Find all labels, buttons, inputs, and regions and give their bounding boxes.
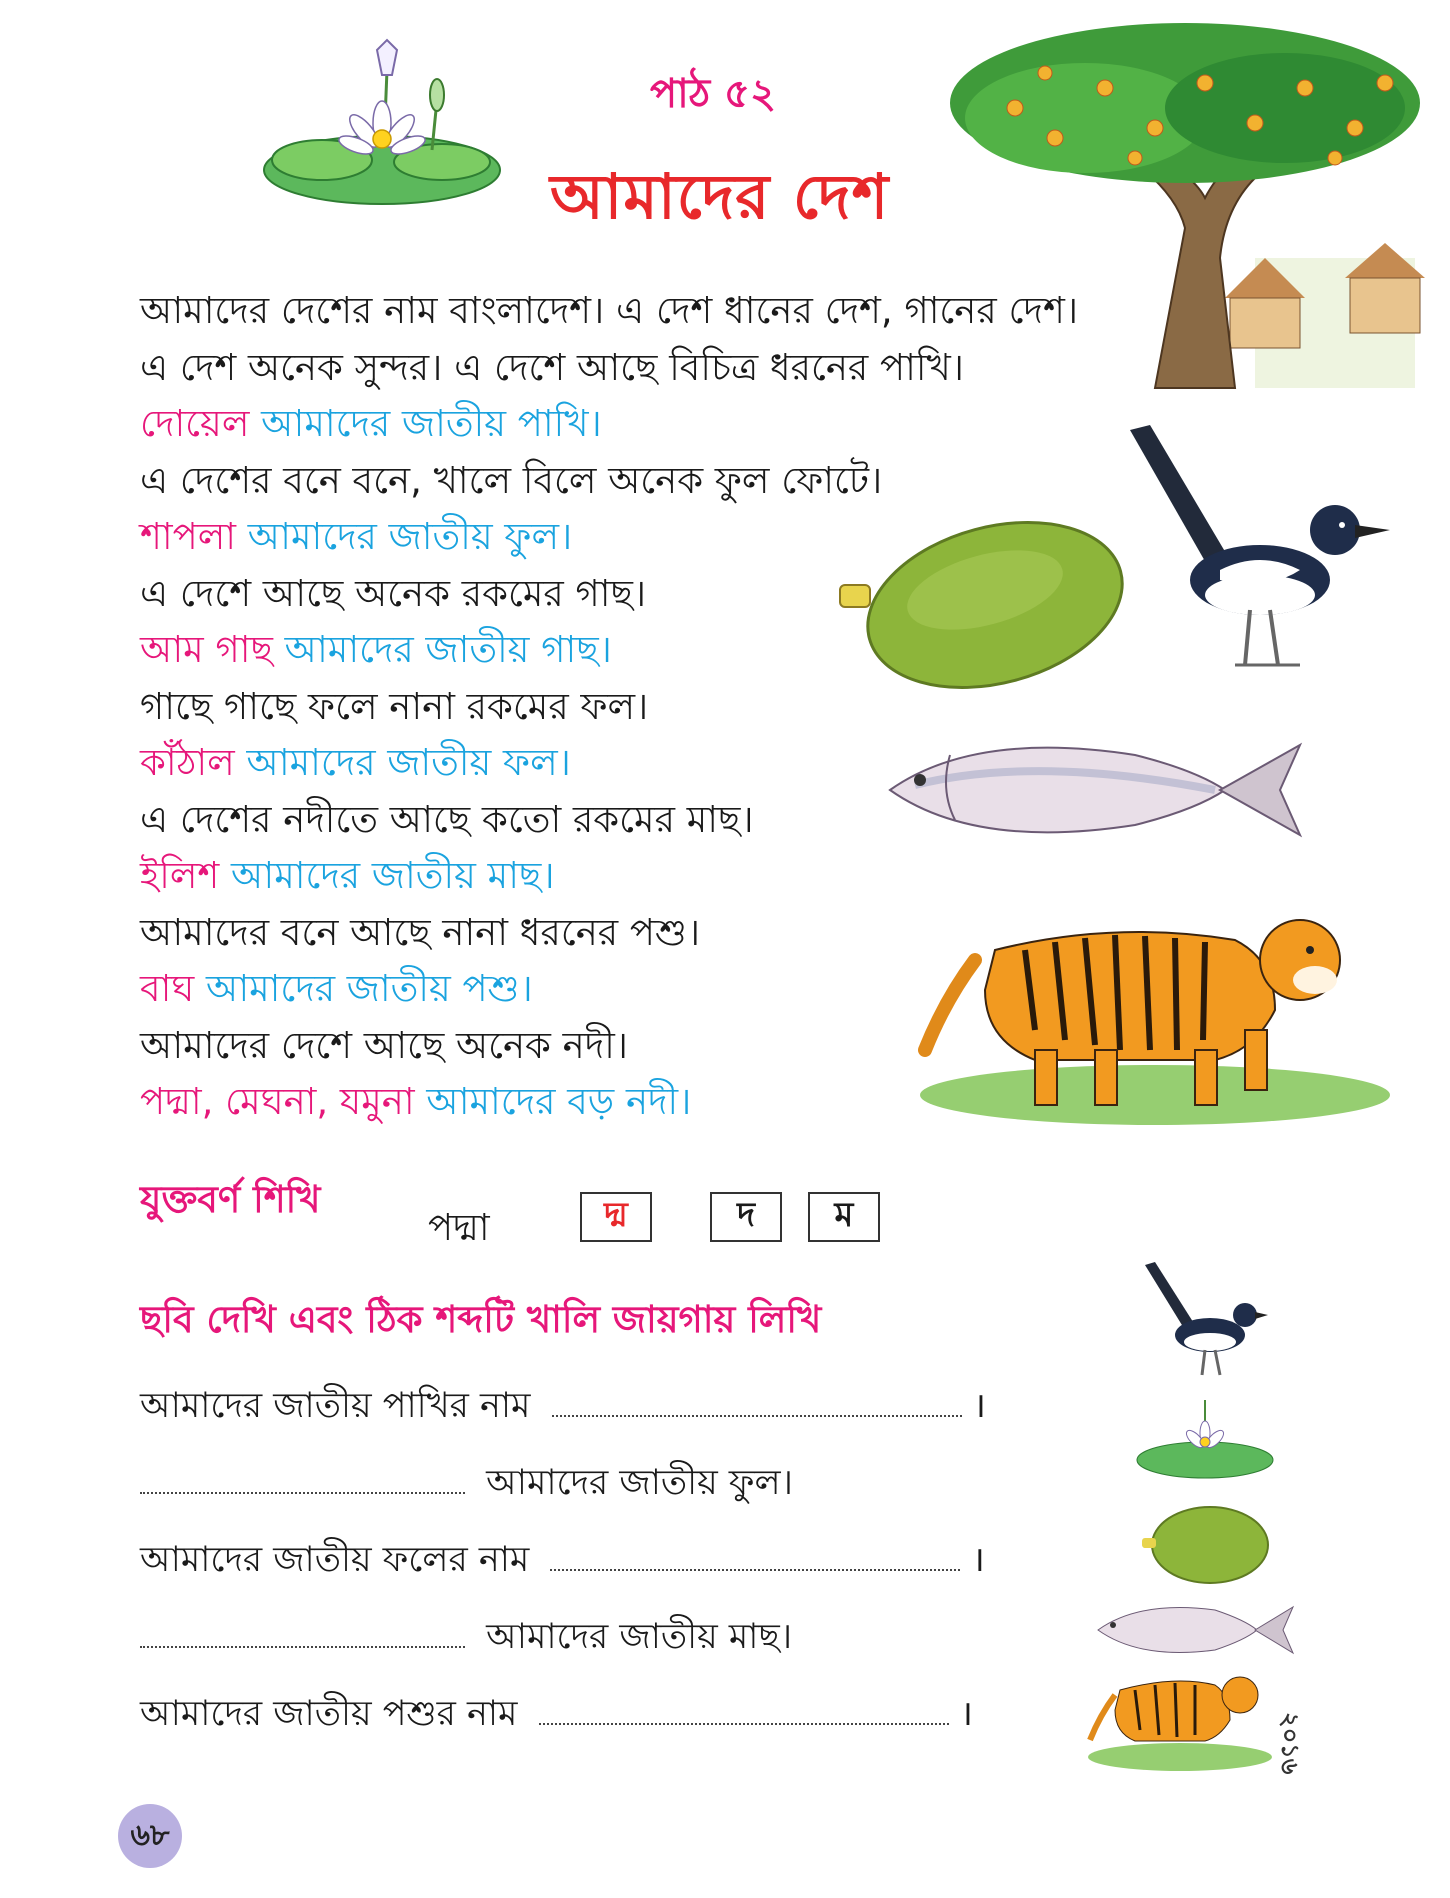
side-year: ২০১৬	[1276, 1712, 1304, 1775]
exercise-heading: ছবি দেখি এবং ঠিক শব্দটি খালি জায়গায় লিখি	[140, 1298, 822, 1341]
page-number: ৬৮	[118, 1804, 182, 1868]
exercise-item-text: আমাদের জাতীয় ফুল।	[486, 1463, 794, 1503]
tiger-illustration	[915, 900, 1395, 1130]
highlight-word: পদ্মা, মেঘনা, যমুনা	[140, 1080, 415, 1123]
answer-blank[interactable]	[140, 1466, 465, 1494]
lesson-line	[140, 1080, 692, 1123]
jackfruit-illustration	[835, 520, 1135, 690]
highlight-word: আম গাছ	[140, 628, 273, 671]
jackfruit-thumbnail	[1140, 1500, 1270, 1590]
lesson-line	[140, 741, 571, 784]
lesson-line	[140, 345, 965, 389]
lesson-line	[140, 1023, 629, 1067]
exercise-item-end: ।	[971, 1540, 985, 1580]
conjunct-letter-box: দ্ম	[580, 1192, 652, 1242]
lesson-line	[140, 797, 754, 841]
lesson-line	[140, 515, 573, 558]
hilsa-fish-thumbnail	[1095, 1595, 1295, 1665]
highlight-word: কাঁঠাল	[140, 741, 235, 784]
line-text: এ দেশের নদীতে আছে কতো রকমের মাছ।	[140, 797, 754, 841]
line-text: আমাদের জাতীয় পশু।	[194, 967, 533, 1010]
line-text: আমাদের জাতীয় মাছ।	[219, 854, 555, 897]
exercise-item-text: আমাদের জাতীয় ফলের নাম	[140, 1540, 530, 1580]
line-text: আমাদের জাতীয় ফুল।	[236, 515, 573, 558]
hilsa-fish-illustration	[885, 725, 1305, 855]
line-text: আমাদের জাতীয় পাখি।	[249, 402, 602, 445]
magpie-robin-illustration	[1120, 420, 1400, 680]
page-title: আমাদের দেশ	[550, 160, 890, 233]
mango-tree-illustration	[955, 28, 1425, 398]
lesson-line	[140, 684, 649, 728]
line-text: আমাদের বড় নদী।	[414, 1080, 692, 1123]
highlight-word: শাপলা	[140, 515, 237, 558]
line-text: আমাদের দেশের নাম বাংলাদেশ। এ দেশ ধানের দেশ, গানের দেশ।	[140, 289, 1079, 332]
exercise-item-1	[140, 1378, 986, 1437]
exercise-item-end: ।	[972, 1386, 987, 1426]
tiger-thumbnail	[1085, 1665, 1275, 1775]
exercise-item-text: আমাদের জাতীয় মাছ।	[486, 1617, 793, 1657]
lesson-line	[140, 458, 883, 502]
answer-blank[interactable]	[552, 1389, 962, 1417]
line-text: এ দেশ অনেক সুন্দর। এ দেশে আছে বিচিত্র ধরনের পাখি।	[140, 345, 965, 389]
magpie-robin-thumbnail	[1140, 1260, 1270, 1380]
line-text: আমাদের বনে আছে নানা ধরনের পশু।	[140, 910, 701, 954]
line-text: গাছে গাছে ফলে নানা রকমের ফল।	[140, 684, 649, 728]
answer-blank[interactable]	[550, 1543, 960, 1571]
exercise-item-4	[140, 1609, 792, 1668]
letter-box-da: দ	[710, 1192, 782, 1242]
lesson-line	[140, 402, 602, 445]
exercise-item-text: আমাদের জাতীয় পশুর নাম	[140, 1694, 518, 1734]
conjunct-heading: যুক্তবর্ণ শিখি	[140, 1178, 321, 1221]
lesson-line	[140, 571, 647, 615]
exercise-item-end: ।	[959, 1694, 974, 1734]
answer-blank[interactable]	[539, 1697, 949, 1725]
exercise-item-2	[140, 1455, 793, 1514]
lesson-line	[140, 289, 1079, 332]
highlight-word: দোয়েল	[140, 402, 250, 445]
lesson-line	[140, 910, 701, 954]
lesson-number: পাঠ ৫২	[650, 71, 777, 117]
exercise-item-text: আমাদের জাতীয় পাখির নাম	[140, 1386, 531, 1426]
exercise-item-5	[140, 1686, 973, 1745]
highlight-word: ইলিশ	[140, 854, 220, 897]
highlight-word: বাঘ	[140, 967, 195, 1010]
water-lily-illustration	[262, 50, 502, 210]
lesson-line	[140, 628, 612, 671]
line-text: এ দেশের বনে বনে, খালে বিলে অনেক ফুল ফোটে।	[140, 458, 883, 502]
line-text: আমাদের জাতীয় গাছ।	[272, 628, 612, 671]
line-text: আমাদের জাতীয় ফল।	[234, 741, 571, 784]
letter-box-ma: ম	[808, 1192, 880, 1242]
line-text: এ দেশে আছে অনেক রকমের গাছ।	[140, 571, 647, 615]
water-lily-thumbnail	[1135, 1390, 1275, 1480]
exercise-item-3	[140, 1532, 985, 1591]
lesson-line	[140, 967, 533, 1010]
conjunct-word: পদ্মা	[428, 1206, 490, 1249]
lesson-line	[140, 854, 555, 897]
answer-blank[interactable]	[140, 1620, 465, 1648]
line-text: আমাদের দেশে আছে অনেক নদী।	[140, 1023, 629, 1067]
